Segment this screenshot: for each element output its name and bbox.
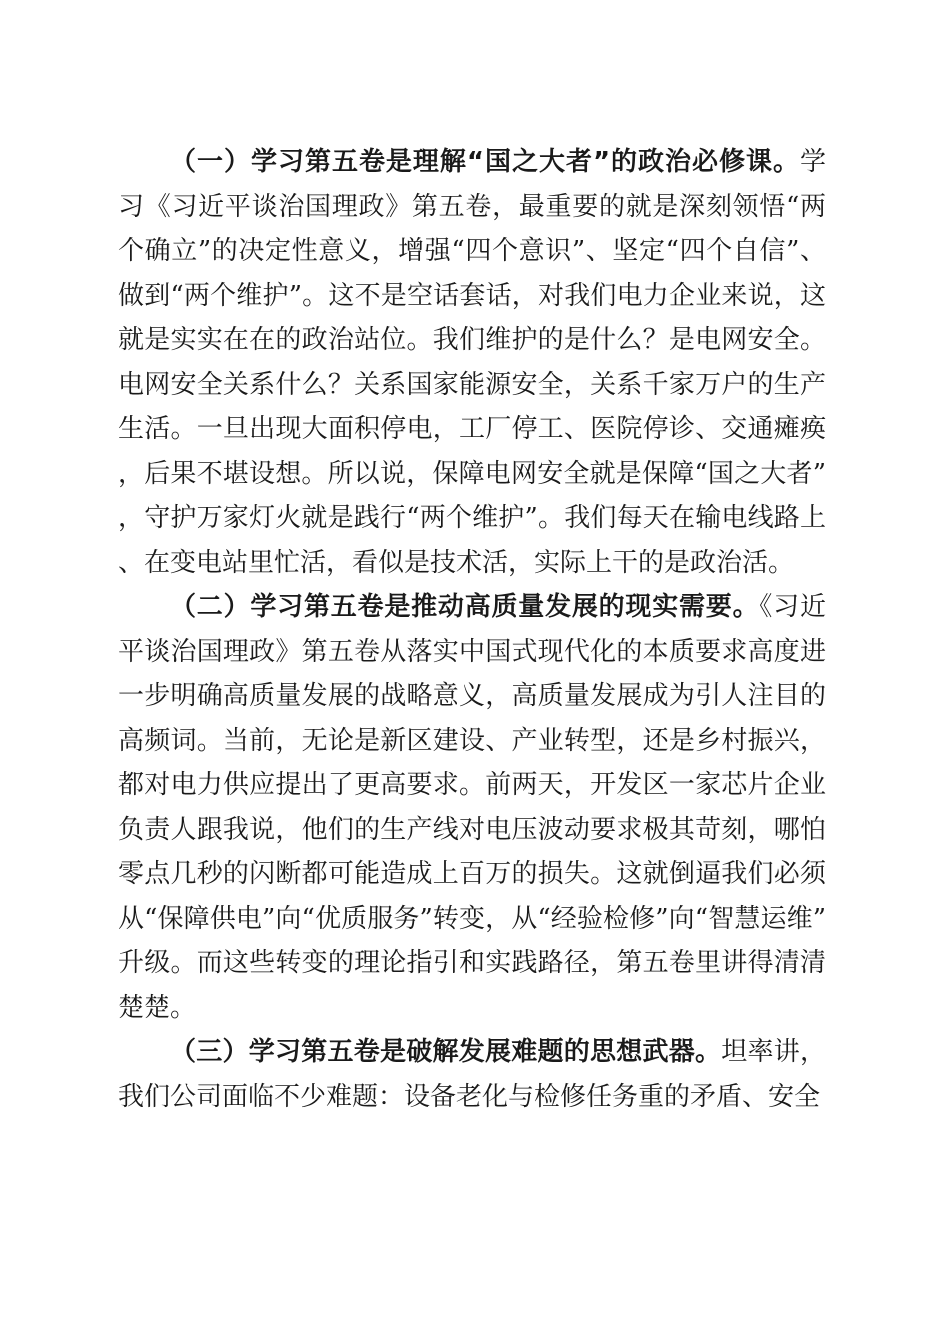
paragraph-2	[118, 585, 826, 1030]
paragraph-3-text: 坦率讲，我们公司面临不少难题：设备老化与检修任务重的矛盾、安全	[118, 1037, 826, 1112]
paragraph-1-text: 学习《习近平谈治国理政》第五卷，最重要的就是深刻领悟“两个确立”的决定性意义，增强“四个意识”、坚定“四个自信”、做到“两个维护”。这不是空话套话，对我们电力企业来说，这就是实实在在的政治站位。我们维护的是什么？是电网安全。电网安全关系什么？关系国家能源安全，关系千家万户的生产生活。一旦出现大面积停电，工厂停工、医院停诊、交通瘫痪，后果不堪设想。所以说，保障电网安全就是保障“国之大者”，守护万家灯火就是践行“两个维护”。我们每天在输电线路上、在变电站里忙活，看似是技术活，实际上干的是政治活。	[118, 147, 826, 578]
document-body	[118, 140, 826, 1119]
paragraph-2-text: 《习近平谈治国理政》第五卷从落实中国式现代化的本质要求高度进一步明确高质量发展的战略意义，高质量发展成为引人注目的高频词。当前，无论是新区建设、产业转型，还是乡村振兴，都对电力供应提出了更高要求。前两天，开发区一家芯片企业负责人跟我说，他们的生产线对电压波动要求极其苛刻，哪怕零点几秒的闪断都可能造成上百万的损失。这就倒逼我们必须从“保障供电”向“优质服务”转变，从“经验检修”向“智慧运维”升级。而这些转变的理论指引和实践路径，第五卷里讲得清清楚楚。	[118, 592, 826, 1023]
paragraph-3	[118, 1030, 826, 1119]
paragraph-1-heading: （一）学习第五卷是理解“国之大者”的政治必修课。	[170, 147, 800, 177]
paragraph-2-heading: （二）学习第五卷是推动高质量发展的现实需要。	[170, 592, 760, 622]
paragraph-1	[118, 140, 826, 585]
paragraph-3-heading: （三）学习第五卷是破解发展难题的思想武器。	[170, 1037, 722, 1067]
